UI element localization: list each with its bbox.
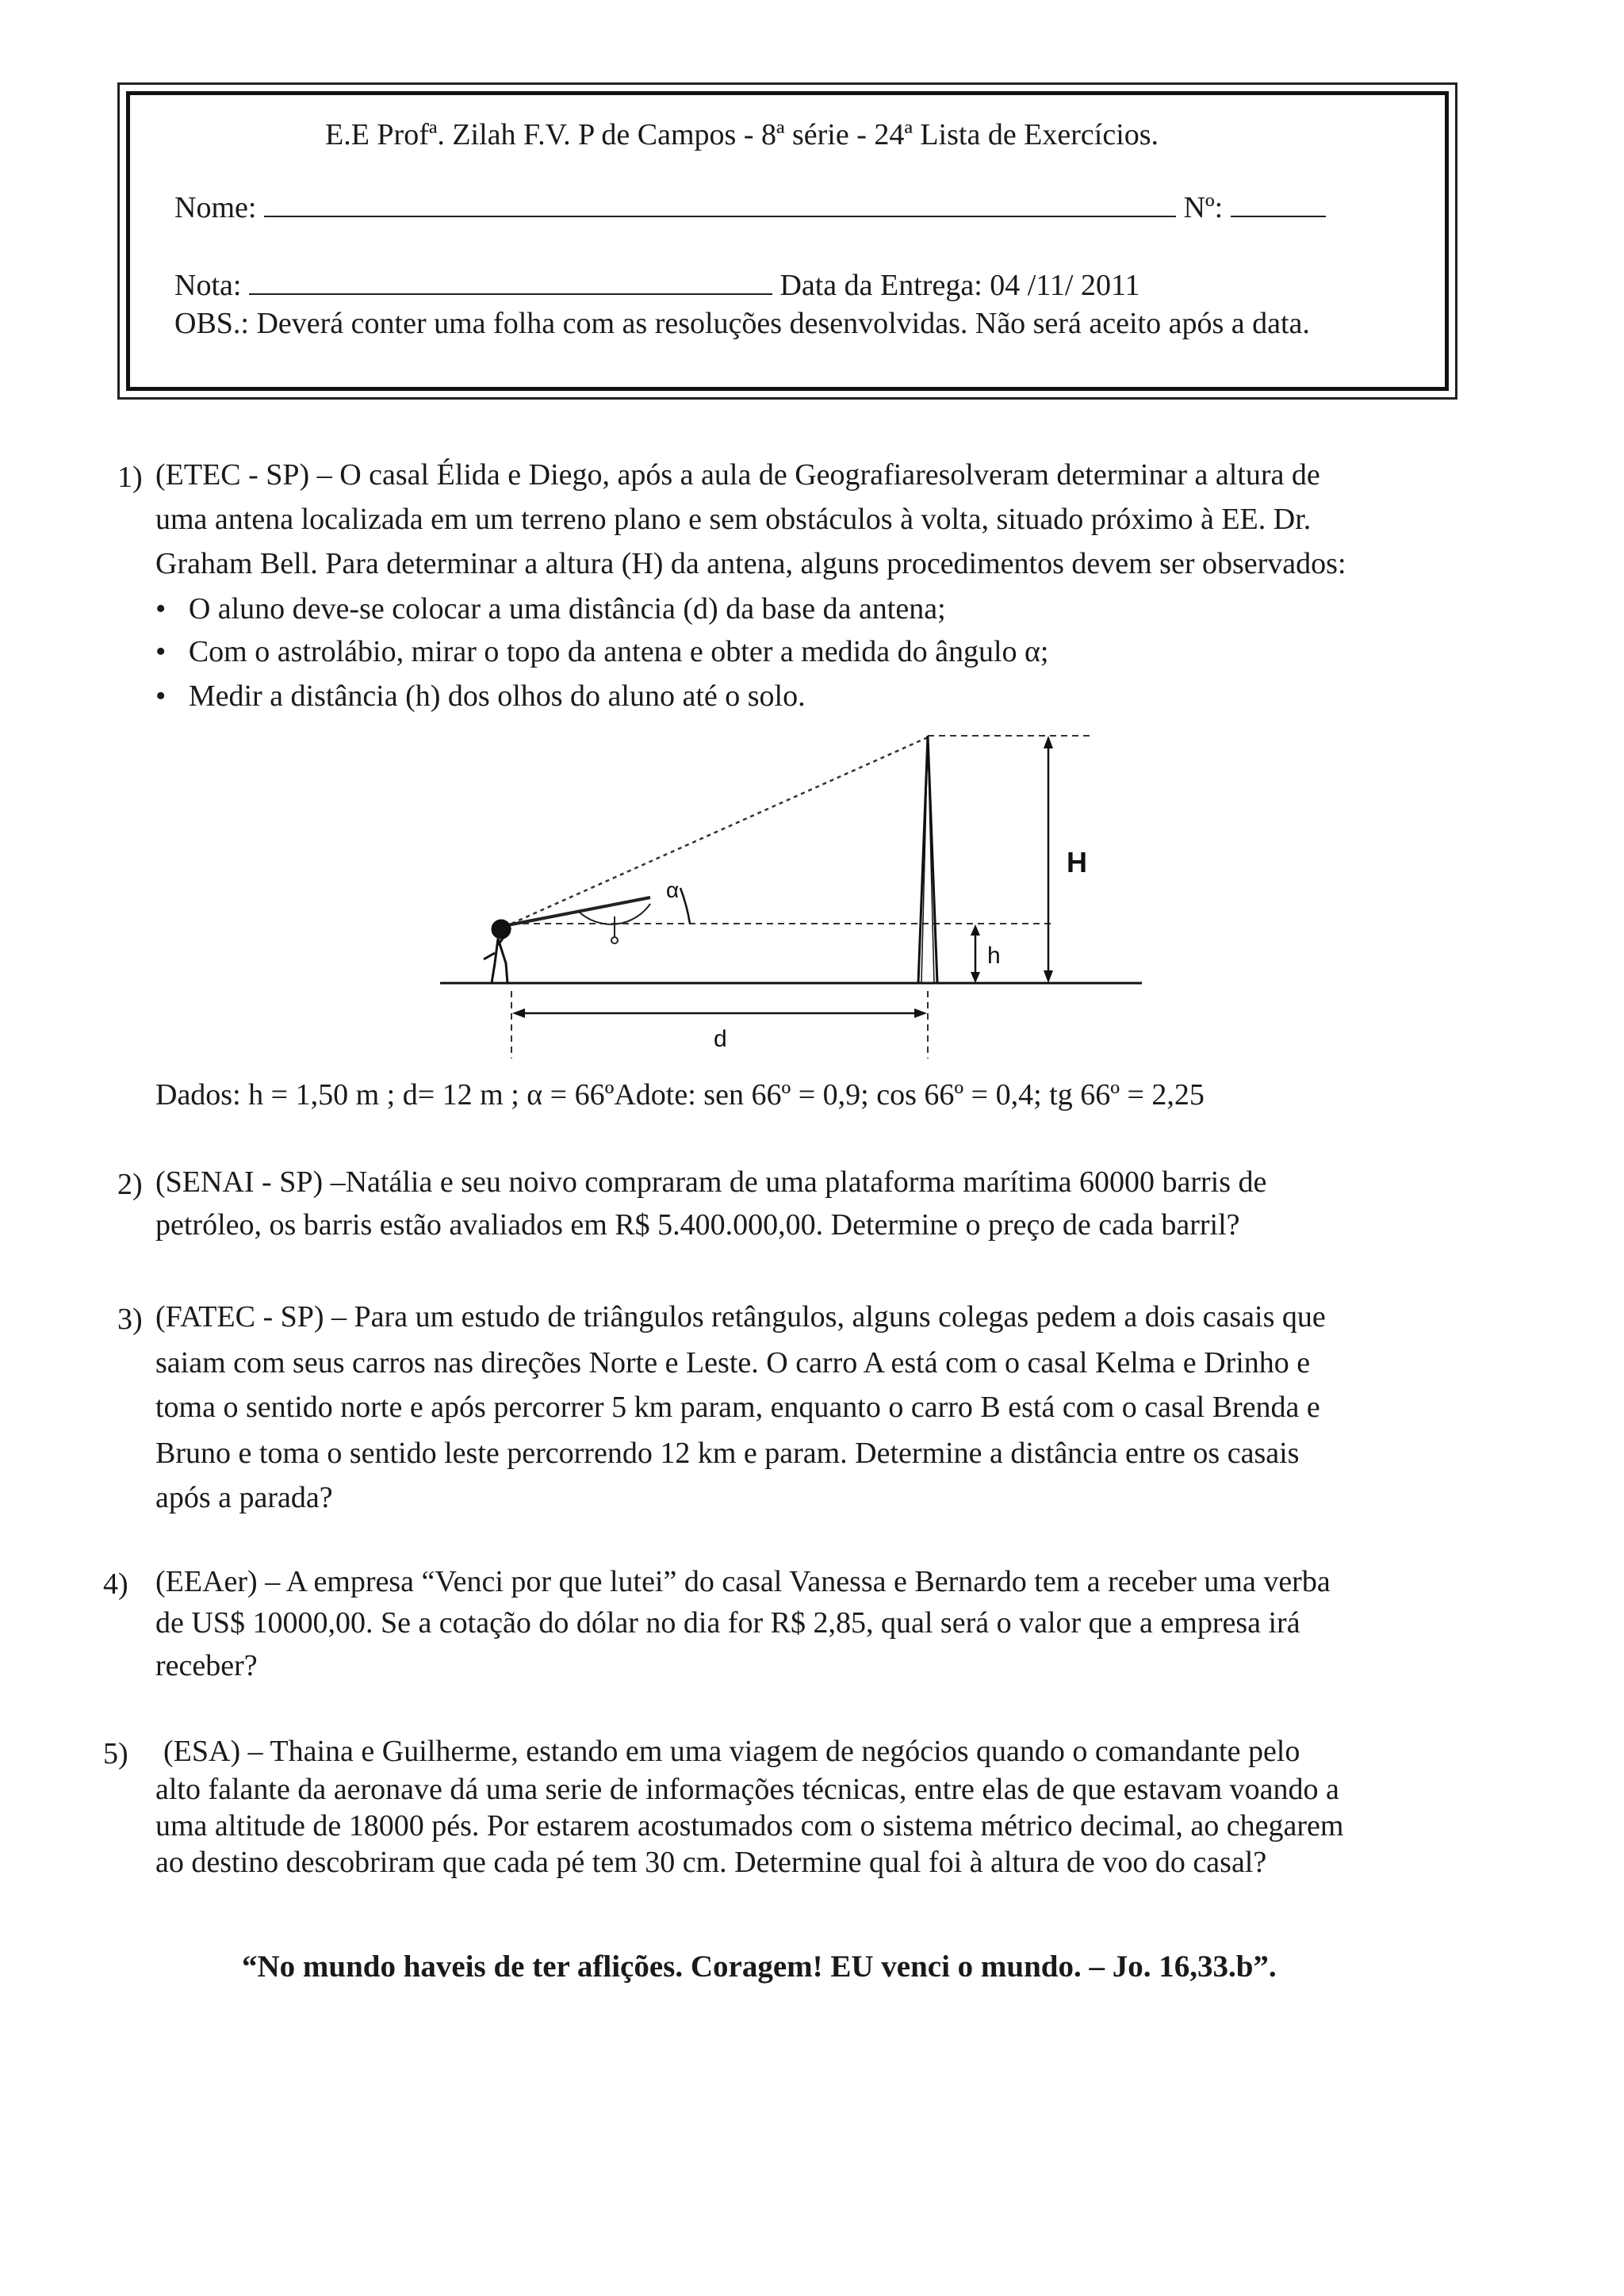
q4-line-2: de US$ 10000,00. Se a cotação do dólar no dia for R$ 2,85, qual será o valor que a empresa irá	[155, 1606, 1300, 1640]
antenna-figure	[428, 721, 1158, 1070]
q1-bullet-3: • Medir a distância (h) dos olhos do aluno até o solo.	[155, 679, 806, 713]
obs-text: OBS.: Deverá conter uma folha com as resoluções desenvolvidas. Não será aceito após a data.	[174, 307, 1310, 340]
q1-bullet-1-text: O aluno deve-se colocar a uma distância (d) da base da antena;	[188, 592, 946, 626]
q5-line-1: (ESA) – Thaina e Guilherme, estando em uma viagem de negócios quando o comandante pelo	[163, 1735, 1300, 1768]
q1-line-1: (ETEC - SP) – O casal Élida e Diego, após a aula de Geografiaresolveram determinar a altura de	[155, 458, 1320, 492]
q2-line-1: (SENAI - SP) –Natália e seu noivo compraram de uma plataforma marítima 60000 barris de	[155, 1165, 1267, 1199]
q1-bullet-1: • O aluno deve-se colocar a uma distância (d) da base da antena;	[155, 592, 946, 626]
label-H: H	[1067, 846, 1087, 878]
grade-blank[interactable]	[249, 270, 772, 295]
grade-label: Nota:	[174, 269, 242, 302]
label-h: h	[987, 943, 1001, 969]
q4-number: 4)	[103, 1567, 128, 1601]
q1-line-3: Graham Bell. Para determinar a altura (H) da antena, alguns procedimentos devem ser observados:	[155, 547, 1346, 580]
q5-number: 5)	[103, 1737, 128, 1770]
q4-line-3: receber?	[155, 1649, 258, 1682]
header-title: E.E Profª. Zilah F.V. P de Campos - 8ª série - 24ª Lista de Exercícios.	[325, 118, 1159, 151]
q1-bullet-3-text: Medir a distância (h) dos olhos do aluno até o solo.	[188, 679, 806, 713]
q2-line-2: petróleo, os barris estão avaliados em R$ 5.400.000,00. Determine o preço de cada barril?	[155, 1208, 1240, 1242]
closing-quote: “No mundo haveis de ter aflições. Coragem! EU venci o mundo. – Jo. 16,33.b”.	[242, 1950, 1277, 1984]
label-alpha: α	[666, 878, 680, 902]
antenna	[918, 736, 937, 983]
sight-line	[511, 737, 928, 924]
angle-arc	[680, 888, 690, 924]
number-label: Nº:	[1183, 191, 1224, 224]
q3-line-5: após a parada?	[155, 1481, 333, 1514]
q1-number: 1)	[117, 461, 143, 494]
name-blank[interactable]	[264, 192, 1176, 217]
q4-line-1: (EEAer) – A empresa “Venci por que lutei” do casal Vanessa e Bernardo tem a receber uma verba	[155, 1565, 1331, 1598]
q5-line-4: ao destino descobriram que cada pé tem 30 cm. Determine qual foi à altura de voo do casal?	[155, 1846, 1267, 1879]
q1-bullet-2-text: Com o astrolábio, mirar o topo da antena e obter a medida do ângulo α;	[188, 635, 1049, 668]
q3-number: 3)	[117, 1303, 143, 1336]
q2-number: 2)	[117, 1168, 143, 1201]
q3-line-4: Bruno e toma o sentido leste percorrendo 12 km e param. Determine a distância entre os casais	[155, 1437, 1300, 1470]
number-blank[interactable]	[1231, 192, 1326, 217]
name-label: Nome:	[174, 191, 257, 224]
q3-line-3: toma o sentido norte e após percorrer 5 km param, enquanto o carro B está com o casal Brenda e	[155, 1391, 1320, 1424]
delivery-date: Data da Entrega: 04 /11/ 2011	[779, 269, 1140, 302]
q5-line-2: alto falante da aeronave dá uma serie de informações técnicas, entre elas de que estavam voando a	[155, 1773, 1339, 1806]
q3-line-1: (FATEC - SP) – Para um estudo de triângulos retângulos, alguns colegas pedem a dois casais que	[155, 1300, 1326, 1334]
q3-line-2: saiam com seus carros nas direções Norte e Leste. O carro A está com o casal Kelma e Drinho e	[155, 1346, 1311, 1380]
q1-line-2: uma antena localizada em um terreno plano e sem obstáculos à volta, situado próximo à EE. Dr.	[155, 503, 1312, 536]
person-figure	[484, 920, 511, 983]
label-d: d	[714, 1026, 727, 1052]
q1-bullet-2: • Com o astrolábio, mirar o topo da antena e obter a medida do ângulo α;	[155, 635, 1049, 668]
grade-line	[174, 268, 1140, 303]
q1-data: Dados: h = 1,50 m ; d= 12 m ; α = 66ºAdote: sen 66º = 0,9; cos 66º = 0,4; tg 66º = 2,25	[155, 1078, 1205, 1112]
name-line	[174, 190, 1326, 225]
q5-line-3: uma altitude de 18000 pés. Por estarem acostumados com o sistema métrico decimal, ao chegarem	[155, 1809, 1344, 1843]
